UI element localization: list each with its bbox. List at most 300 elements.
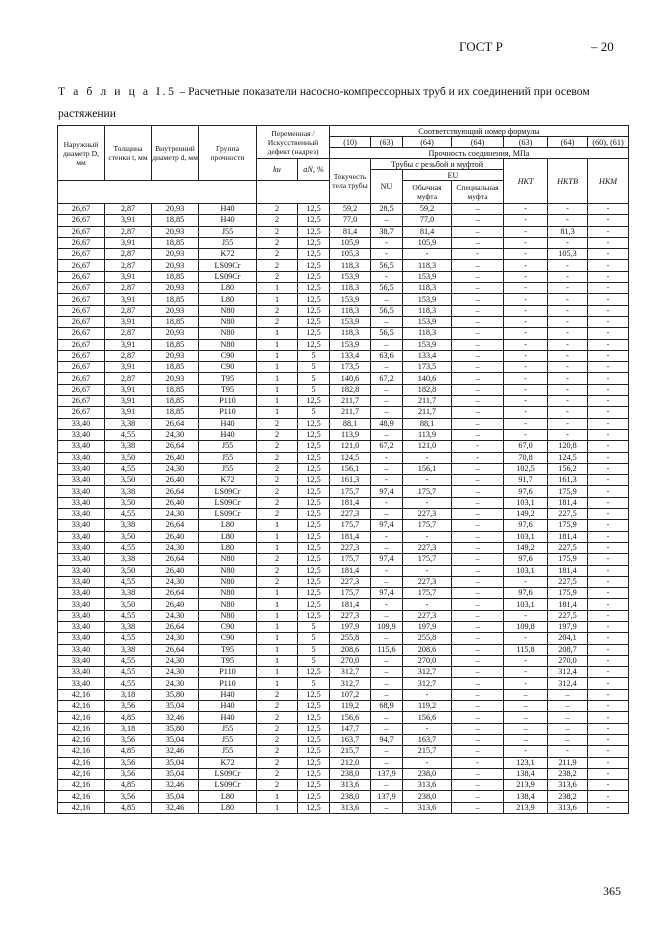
table-row	[58, 328, 629, 339]
table-cell: -	[504, 328, 548, 339]
table-cell: 2	[257, 723, 298, 734]
table-cell: 97,6	[504, 520, 548, 531]
table-cell: P110	[199, 396, 257, 407]
table-cell: -	[588, 384, 629, 395]
table-cell: –	[452, 723, 504, 734]
table-cell: 97,4	[371, 554, 403, 565]
table-cell: L80	[199, 283, 257, 294]
table-cell: –	[452, 701, 504, 712]
table-cell: 213,9	[504, 780, 548, 791]
table-cell: -	[548, 215, 588, 226]
table-cell: 3,50	[105, 531, 152, 542]
table-row	[58, 249, 629, 260]
table-cell: –	[371, 463, 403, 474]
table-cell: 35,80	[152, 723, 199, 734]
table-cell: -	[588, 350, 629, 361]
table-cell: 156,1	[403, 463, 452, 474]
table-row	[58, 316, 629, 327]
table-cell: -	[504, 271, 548, 282]
table-cell: 26,67	[58, 249, 105, 260]
table-cell: 24,30	[152, 678, 199, 689]
table-cell: 1	[257, 644, 298, 655]
table-cell: 12,5	[298, 531, 330, 542]
table-cell: 26,67	[58, 294, 105, 305]
table-cell: 42,16	[58, 802, 105, 813]
table-cell: 24,30	[152, 542, 199, 553]
table-cell: 20,93	[152, 260, 199, 271]
col-kn: kн	[257, 159, 298, 181]
table-row	[58, 339, 629, 350]
table-cell: 59,2	[330, 204, 371, 215]
table-cell: –	[452, 599, 504, 610]
table-cell: 1	[257, 328, 298, 339]
table-cell: 227,3	[330, 576, 371, 587]
table-cell: –	[371, 633, 403, 644]
table-cell: -	[588, 260, 629, 271]
table-cell: –	[452, 339, 504, 350]
table-cell: -	[548, 746, 588, 757]
table-cell: –	[452, 520, 504, 531]
table-cell: 156,6	[403, 712, 452, 723]
table-cell: 91,7	[504, 475, 548, 486]
table-cell: -	[588, 339, 629, 350]
table-cell: 5	[298, 621, 330, 632]
table-row	[58, 384, 629, 395]
table-cell: 5	[298, 373, 330, 384]
table-cell: 211,7	[330, 407, 371, 418]
table-cell: -	[588, 565, 629, 576]
table-cell: 2	[257, 204, 298, 215]
table-cell: 238,0	[330, 791, 371, 802]
table-row	[58, 633, 629, 644]
table-cell: N80	[199, 610, 257, 621]
table-cell: 102,5	[504, 463, 548, 474]
table-cell: 33,40	[58, 531, 105, 542]
formula-64-nktv: (64)	[548, 137, 588, 148]
table-cell: 138,4	[504, 768, 548, 779]
table-cell: 227,3	[403, 610, 452, 621]
table-cell: 2,87	[105, 260, 152, 271]
table-cell: 181,4	[548, 531, 588, 542]
table-cell: 3,38	[105, 486, 152, 497]
table-cell: –	[371, 215, 403, 226]
table-row	[58, 463, 629, 474]
table-cell: 12,5	[298, 204, 330, 215]
table-row	[58, 418, 629, 429]
table-cell: –	[452, 475, 504, 486]
table-cell: 2	[257, 441, 298, 452]
table-cell: 113,9	[330, 429, 371, 440]
table-cell: –	[452, 316, 504, 327]
table-cell: 33,40	[58, 655, 105, 666]
table-cell: -	[548, 418, 588, 429]
table-cell: -	[504, 215, 548, 226]
table-cell: 3,56	[105, 734, 152, 745]
table-cell: 312,4	[548, 678, 588, 689]
table-cell: -	[371, 497, 403, 508]
table-cell: 12,5	[298, 463, 330, 474]
table-cell: 181,4	[548, 497, 588, 508]
table-cell: 28,5	[371, 204, 403, 215]
table-cell: 18,85	[152, 384, 199, 395]
table-cell: 1	[257, 350, 298, 361]
table-cell: 3,38	[105, 644, 152, 655]
table-cell: 3,38	[105, 554, 152, 565]
table-cell: -	[548, 373, 588, 384]
table-cell: 1	[257, 384, 298, 395]
table-cell: 97,6	[504, 588, 548, 599]
table-cell: 81,4	[403, 226, 452, 237]
table-cell: 94,7	[371, 734, 403, 745]
table-cell: 3,38	[105, 418, 152, 429]
table-cell: 197,9	[548, 621, 588, 632]
table-cell: -	[588, 249, 629, 260]
table-row	[58, 565, 629, 576]
table-cell: –	[452, 802, 504, 813]
table-cell: –	[548, 734, 588, 745]
table-cell: 5	[298, 633, 330, 644]
table-cell: 12,5	[298, 418, 330, 429]
table-cell: –	[371, 429, 403, 440]
table-cell: 33,40	[58, 463, 105, 474]
table-cell: 2,87	[105, 249, 152, 260]
table-cell: -	[588, 204, 629, 215]
table-cell: 12,5	[298, 734, 330, 745]
table-cell: -	[548, 350, 588, 361]
table-cell: N80	[199, 588, 257, 599]
table-cell: 1	[257, 283, 298, 294]
table-cell: 33,40	[58, 610, 105, 621]
table-cell: 42,16	[58, 734, 105, 745]
table-cell: –	[371, 509, 403, 520]
table-cell: –	[504, 712, 548, 723]
table-cell: -	[548, 271, 588, 282]
table-cell: 12,5	[298, 542, 330, 553]
table-cell: -	[452, 441, 504, 452]
table-cell: 2	[257, 486, 298, 497]
table-cell: –	[371, 316, 403, 327]
table-cell: C90	[199, 362, 257, 373]
table-caption	[58, 81, 618, 125]
table-cell: 12,5	[298, 452, 330, 463]
table-cell: 3,91	[105, 215, 152, 226]
table-cell: 140,6	[403, 373, 452, 384]
table-cell: -	[403, 475, 452, 486]
table-cell: 1	[257, 396, 298, 407]
table-cell: 12,5	[298, 339, 330, 350]
table-cell: 312,7	[330, 678, 371, 689]
table-cell: 77,0	[403, 215, 452, 226]
table-cell: 1	[257, 407, 298, 418]
table-cell: -	[403, 599, 452, 610]
table-cell: K72	[199, 249, 257, 260]
table-cell: –	[452, 576, 504, 587]
table-cell: 121,0	[403, 441, 452, 452]
threaded-pipes-header: Трубы с резьбой и муфтой	[371, 159, 504, 170]
table-cell: 133,4	[330, 350, 371, 361]
table-cell: 70,8	[504, 452, 548, 463]
table-cell: 119,2	[330, 701, 371, 712]
table-cell: -	[504, 350, 548, 361]
table-cell: 26,64	[152, 554, 199, 565]
table-row	[58, 701, 629, 712]
table-row	[58, 746, 629, 757]
table-cell: 255,8	[403, 633, 452, 644]
table-cell: 105,9	[403, 237, 452, 248]
table-cell: 32,46	[152, 746, 199, 757]
table-cell: 1	[257, 633, 298, 644]
table-cell: 26,40	[152, 497, 199, 508]
table-cell: 56,5	[371, 328, 403, 339]
table-cell: 153,9	[330, 316, 371, 327]
table-row	[58, 237, 629, 248]
table-row	[58, 768, 629, 779]
table-cell: 12,5	[298, 215, 330, 226]
table-row	[58, 226, 629, 237]
table-cell: 32,46	[152, 802, 199, 813]
table-row	[58, 350, 629, 361]
table-cell: -	[504, 396, 548, 407]
table-cell: 12,5	[298, 509, 330, 520]
table-row	[58, 373, 629, 384]
table-cell: –	[548, 712, 588, 723]
table-cell: 161,3	[330, 475, 371, 486]
table-cell: –	[452, 678, 504, 689]
table-cell: 107,2	[330, 689, 371, 700]
table-cell: –	[452, 407, 504, 418]
table-cell: 12,5	[298, 588, 330, 599]
table-cell: 12,5	[298, 249, 330, 260]
table-cell: –	[452, 780, 504, 791]
table-row	[58, 576, 629, 587]
table-cell: 1	[257, 678, 298, 689]
table-cell: 215,7	[330, 746, 371, 757]
table-cell: 35,04	[152, 757, 199, 768]
table-cell: P110	[199, 667, 257, 678]
table-cell: 12,5	[298, 237, 330, 248]
table-cell: 2	[257, 237, 298, 248]
table-cell: -	[588, 283, 629, 294]
table-cell: 3,56	[105, 701, 152, 712]
table-cell: 26,40	[152, 565, 199, 576]
table-cell: 181,4	[330, 599, 371, 610]
table-cell: –	[371, 678, 403, 689]
table-cell: 153,9	[403, 339, 452, 350]
table-cell: –	[371, 576, 403, 587]
table-cell: -	[588, 576, 629, 587]
table-cell: J55	[199, 441, 257, 452]
table-cell: L80	[199, 531, 257, 542]
table-cell: 42,16	[58, 768, 105, 779]
table-cell: –	[371, 384, 403, 395]
page-reference: – 20	[591, 39, 614, 54]
table-cell: 33,40	[58, 554, 105, 565]
table-cell: 4,55	[105, 576, 152, 587]
table-cell: LS09Cr	[199, 497, 257, 508]
table-cell: –	[452, 644, 504, 655]
table-cell: 313,6	[330, 780, 371, 791]
table-cell: 3,91	[105, 384, 152, 395]
table-cell: 208,7	[548, 644, 588, 655]
table-cell: -	[371, 565, 403, 576]
table-cell: 2	[257, 452, 298, 463]
table-cell: -	[371, 452, 403, 463]
table-cell: 42,16	[58, 780, 105, 791]
table-cell: 238,2	[548, 791, 588, 802]
table-cell: 113,9	[403, 429, 452, 440]
table-cell: -	[588, 791, 629, 802]
table-cell: 2	[257, 701, 298, 712]
table-cell: 1	[257, 610, 298, 621]
table-cell: –	[452, 362, 504, 373]
table-cell: -	[588, 678, 629, 689]
table-cell: 227,3	[403, 509, 452, 520]
table-cell: 1	[257, 339, 298, 350]
table-cell: 81,4	[330, 226, 371, 237]
table-cell: 12,5	[298, 429, 330, 440]
table-cell: 2,87	[105, 305, 152, 316]
table-cell: 26,40	[152, 475, 199, 486]
table-cell: –	[548, 723, 588, 734]
table-cell: 2	[257, 260, 298, 271]
table-cell: 26,64	[152, 588, 199, 599]
table-cell: 4,55	[105, 542, 152, 553]
table-cell: J55	[199, 746, 257, 757]
table-cell: -	[371, 599, 403, 610]
table-cell: –	[371, 667, 403, 678]
table-cell: H40	[199, 712, 257, 723]
data-table	[57, 125, 629, 814]
table-cell: –	[452, 260, 504, 271]
table-cell: -	[588, 328, 629, 339]
table-cell: -	[504, 204, 548, 215]
table-cell: 118,3	[403, 283, 452, 294]
table-cell: 175,7	[403, 520, 452, 531]
table-cell: 109,9	[371, 621, 403, 632]
table-cell: –	[452, 328, 504, 339]
table-cell: 26,67	[58, 283, 105, 294]
table-cell: 81,3	[548, 226, 588, 237]
table-cell: –	[452, 237, 504, 248]
table-cell: -	[588, 373, 629, 384]
table-cell: 26,40	[152, 452, 199, 463]
table-cell: 312,7	[403, 678, 452, 689]
table-cell: H40	[199, 701, 257, 712]
table-cell: -	[588, 396, 629, 407]
table-cell: 109,8	[504, 621, 548, 632]
table-cell: 175,9	[548, 554, 588, 565]
table-cell: 1	[257, 373, 298, 384]
table-cell: 12,5	[298, 701, 330, 712]
table-cell: 211,7	[330, 396, 371, 407]
table-cell: -	[403, 249, 452, 260]
table-cell: 26,67	[58, 260, 105, 271]
table-cell: 103,1	[504, 497, 548, 508]
table-cell: 238,0	[403, 791, 452, 802]
table-cell: 33,40	[58, 452, 105, 463]
table-cell: 26,67	[58, 271, 105, 282]
table-cell: 18,85	[152, 316, 199, 327]
table-cell: 97,6	[504, 486, 548, 497]
table-cell: 5	[298, 644, 330, 655]
eu-header: EU	[403, 170, 504, 181]
table-cell: –	[452, 610, 504, 621]
table-cell: 88,1	[403, 418, 452, 429]
table-cell: 26,40	[152, 599, 199, 610]
table-cell: -	[371, 249, 403, 260]
table-cell: 4,85	[105, 712, 152, 723]
table-row	[58, 271, 629, 282]
table-cell: 118,3	[330, 328, 371, 339]
table-cell: H40	[199, 418, 257, 429]
table-cell: 163,7	[403, 734, 452, 745]
table-cell: 12,5	[298, 746, 330, 757]
table-cell: 211,7	[403, 407, 452, 418]
table-row	[58, 667, 629, 678]
table-cell: -	[548, 316, 588, 327]
table-cell: 26,67	[58, 339, 105, 350]
table-cell: 4,85	[105, 746, 152, 757]
table-cell: 115,8	[504, 644, 548, 655]
table-cell: 2	[257, 316, 298, 327]
table-cell: -	[588, 689, 629, 700]
table-row	[58, 531, 629, 542]
table-cell: N80	[199, 328, 257, 339]
table-row	[58, 452, 629, 463]
table-cell: 3,38	[105, 588, 152, 599]
table-cell: 5	[298, 407, 330, 418]
table-cell: -	[504, 678, 548, 689]
table-cell: 3,38	[105, 520, 152, 531]
table-cell: 2	[257, 497, 298, 508]
table-cell: C90	[199, 633, 257, 644]
table-cell: -	[504, 362, 548, 373]
table-cell: 3,50	[105, 599, 152, 610]
table-row	[58, 362, 629, 373]
table-cell: –	[452, 396, 504, 407]
table-cell: 3,56	[105, 768, 152, 779]
table-cell: 3,50	[105, 475, 152, 486]
table-cell: 18,85	[152, 396, 199, 407]
table-cell: 26,67	[58, 237, 105, 248]
table-cell: 97,6	[504, 554, 548, 565]
table-cell: -	[588, 237, 629, 248]
col-variable-defect: Переменная /Искусственный дефект (надрез)	[257, 126, 330, 159]
table-cell: -	[403, 689, 452, 700]
table-cell: 270,0	[403, 655, 452, 666]
table-cell: 312,7	[330, 667, 371, 678]
table-cell: 4,55	[105, 463, 152, 474]
table-row	[58, 712, 629, 723]
table-cell: 33,40	[58, 509, 105, 520]
table-cell: 26,67	[58, 407, 105, 418]
caption-prefix: Т а б л и ц а I.5	[58, 85, 177, 98]
table-cell: -	[588, 768, 629, 779]
table-cell: 33,40	[58, 418, 105, 429]
table-cell: -	[588, 633, 629, 644]
table-cell: 2	[257, 757, 298, 768]
col-outer-diameter: Наружный диаметр D, мм	[58, 126, 105, 181]
table-cell: -	[588, 509, 629, 520]
table-cell: 12,5	[298, 497, 330, 508]
table-cell: 12,5	[298, 576, 330, 587]
table-cell: 26,64	[152, 441, 199, 452]
table-cell: 312,4	[548, 667, 588, 678]
table-cell: -	[588, 780, 629, 791]
table-cell: –	[452, 655, 504, 666]
table-cell: 33,40	[58, 429, 105, 440]
table-cell: 12,5	[298, 599, 330, 610]
